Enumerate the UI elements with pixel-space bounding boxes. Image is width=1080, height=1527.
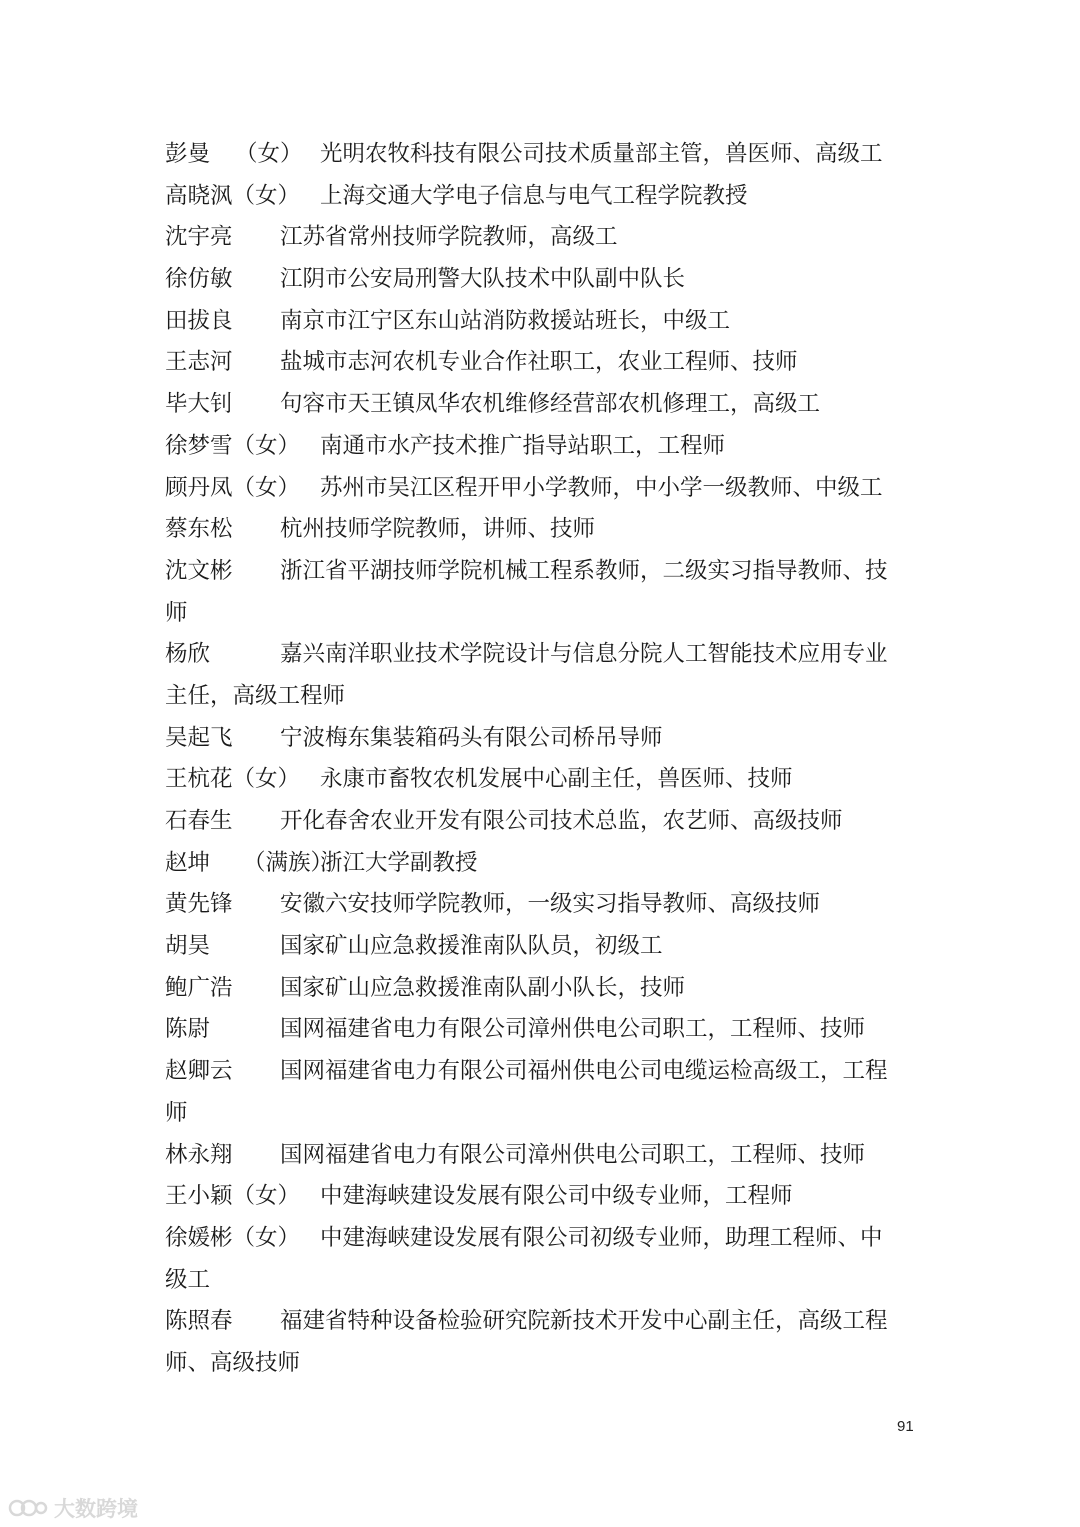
person-description: 中建海峡建设发展有限公司初级专业师，助理工程师、中 [320, 1224, 883, 1251]
person-description: 国网福建省电力有限公司福州供电公司电缆运检高级工，工程 [280, 1058, 888, 1085]
person-note: （女） [232, 766, 301, 793]
person-name-text: 徐媛彬 [165, 1224, 233, 1251]
entry-first-line [165, 551, 925, 593]
entry-first-line [165, 384, 925, 426]
person-name-text: 徐仿敏 [165, 266, 233, 293]
list-item [165, 509, 925, 551]
entry-first-line [165, 634, 925, 676]
list-item [165, 718, 925, 760]
person-name [165, 634, 280, 676]
person-name [165, 1051, 280, 1093]
person-note: （女） [232, 432, 301, 459]
person-name [165, 342, 280, 384]
person-name-text: 杨欣 [165, 641, 211, 668]
person-description: 国家矿山应急救援淮南队副小队长，技师 [280, 974, 686, 1001]
person-name-text: 徐梦雪 [165, 432, 233, 459]
watermark [8, 1493, 138, 1523]
person-name [165, 759, 320, 801]
person-note: （女） [232, 474, 301, 501]
entry-first-line [165, 217, 925, 259]
person-name [165, 301, 280, 343]
person-description: 上海交通大学电子信息与电气工程学院教授 [320, 182, 748, 209]
list-item [165, 759, 925, 801]
person-name-text: 沈文彬 [165, 557, 233, 584]
person-name [165, 968, 280, 1010]
person-name-text: 蔡东松 [165, 516, 233, 543]
person-name-text: 鲍广浩 [165, 974, 233, 1001]
entry-first-line [165, 468, 925, 510]
person-name-text: 赵坤 [165, 849, 211, 876]
person-note: （满族） [243, 849, 334, 876]
entry-first-line [165, 843, 925, 885]
person-note: （女） [232, 1183, 301, 1210]
entry-first-line [165, 968, 925, 1010]
list-item [165, 176, 925, 218]
list-item [165, 926, 925, 968]
person-description: 嘉兴南洋职业技术学院设计与信息分院人工智能技术应用专业 [280, 641, 888, 668]
list-item [165, 1135, 925, 1177]
person-name [165, 1009, 280, 1051]
list-item [165, 217, 925, 259]
person-description: 开化春舍农业开发有限公司技术总监，农艺师、高级技师 [280, 808, 843, 834]
person-note: （女） [232, 182, 301, 209]
person-name [165, 384, 280, 426]
person-note: （女） [232, 1224, 301, 1251]
list-item [165, 968, 925, 1010]
person-name [165, 801, 280, 843]
person-name [165, 884, 280, 926]
list-item [165, 301, 925, 343]
entry-first-line [165, 509, 925, 551]
member-list [165, 134, 925, 1385]
person-name-text: 顾丹凤 [165, 474, 233, 501]
list-item [165, 634, 925, 717]
entry-first-line [165, 1051, 925, 1093]
list-item [165, 259, 925, 301]
person-name [165, 509, 280, 551]
entry-first-line [165, 426, 925, 468]
list-item [165, 342, 925, 384]
person-description: 苏州市吴江区程开甲小学教师，中小学一级教师、中级工 [320, 474, 883, 501]
person-name [165, 134, 320, 176]
person-description: 江苏省常州技师学院教师，高级工 [280, 224, 618, 251]
person-name-text: 王杭花 [165, 766, 233, 793]
person-description: 盐城市志河农机专业合作社职工，农业工程师、技师 [280, 349, 798, 376]
person-name-text: 沈宇亮 [165, 224, 233, 251]
person-name [165, 843, 334, 885]
entry-first-line [165, 1176, 925, 1218]
watermark-logo-icon [8, 1495, 48, 1521]
person-description: 安徽六安技师学院教师，一级实习指导教师、高级技师 [280, 891, 821, 918]
person-description: 中建海峡建设发展有限公司中级专业师，工程师 [320, 1183, 793, 1210]
entry-first-line [165, 718, 925, 760]
entry-first-line [165, 759, 925, 801]
person-name-text: 毕大钊 [165, 391, 233, 418]
person-description: 江阴市公安局刑警大队技术中队副中队长 [280, 266, 686, 293]
list-item [165, 1009, 925, 1051]
person-name [165, 926, 280, 968]
person-name-text: 王志河 [165, 349, 233, 376]
person-name-text: 高晓沨 [165, 182, 233, 209]
person-name-text: 胡昊 [165, 933, 211, 960]
entry-first-line [165, 176, 925, 218]
person-description: 国网福建省电力有限公司漳州供电公司职工，工程师、技师 [280, 1016, 866, 1043]
list-item [165, 384, 925, 426]
list-item [165, 134, 925, 176]
person-description: 福建省特种设备检验研究院新技术开发中心副主任，高级工程 [280, 1308, 888, 1335]
list-item [165, 1218, 925, 1301]
person-name [165, 551, 280, 593]
person-description: 浙江大学副教授 [320, 849, 478, 876]
person-name [165, 1135, 280, 1177]
person-description-continued: 师 [165, 1099, 188, 1126]
entry-first-line [165, 926, 925, 968]
person-description: 杭州技师学院教师，讲师、技师 [280, 516, 596, 543]
person-name [165, 1218, 320, 1260]
person-description-continued: 级工 [165, 1266, 211, 1293]
person-description: 句容市天王镇凤华农机维修经营部农机修理工，高级工 [280, 391, 821, 418]
person-name [165, 259, 280, 301]
person-name-text: 赵卿云 [165, 1058, 233, 1085]
entry-first-line [165, 884, 925, 926]
entry-first-line [165, 1218, 925, 1260]
list-item [165, 801, 925, 843]
entry-first-line [165, 1301, 925, 1343]
person-name-text: 陈尉 [165, 1016, 211, 1043]
page-number: 91 [897, 1418, 914, 1435]
person-description: 国网福建省电力有限公司漳州供电公司职工，工程师、技师 [280, 1141, 866, 1168]
person-name-text: 林永翔 [165, 1141, 233, 1168]
person-name-text: 彭曼 [165, 141, 211, 167]
list-item [165, 1051, 925, 1134]
person-description: 南京市江宁区东山站消防救援站班长，中级工 [280, 307, 731, 334]
entry-first-line [165, 1135, 925, 1177]
person-name [165, 176, 320, 218]
person-name-text: 陈照春 [165, 1308, 233, 1335]
list-item [165, 884, 925, 926]
entry-first-line [165, 134, 925, 176]
person-name [165, 1301, 280, 1343]
person-description-continued: 师 [165, 599, 188, 626]
entry-first-line [165, 1009, 925, 1051]
person-name-text: 黄先锋 [165, 891, 233, 918]
list-item [165, 551, 925, 634]
person-name [165, 718, 280, 760]
list-item [165, 1176, 925, 1218]
person-name-text: 王小颖 [165, 1183, 233, 1210]
person-note: （女） [235, 141, 303, 167]
person-description: 宁波梅东集装箱码头有限公司桥吊导师 [280, 724, 663, 751]
person-description-continued: 主任，高级工程师 [165, 682, 346, 709]
person-description: 光明农牧科技有限公司技术质量部主管，兽医师、高级工 [320, 141, 883, 167]
list-item [165, 1301, 925, 1384]
person-name-text: 吴起飞 [165, 724, 233, 751]
person-name [165, 468, 320, 510]
list-item [165, 843, 925, 885]
person-description: 浙江省平湖技师学院机械工程系教师，二级实习指导教师、技 [280, 557, 888, 584]
person-description: 国家矿山应急救援淮南队队员，初级工 [280, 933, 663, 960]
entry-first-line [165, 342, 925, 384]
person-name [165, 426, 320, 468]
person-name [165, 217, 280, 259]
person-name-text: 石春生 [165, 808, 233, 834]
person-description: 永康市畜牧农机发展中心副主任，兽医师、技师 [320, 766, 793, 793]
entry-first-line [165, 301, 925, 343]
person-description-continued: 师、高级技师 [165, 1349, 301, 1376]
person-name [165, 1176, 320, 1218]
entry-first-line [165, 259, 925, 301]
list-item [165, 426, 925, 468]
list-item [165, 468, 925, 510]
person-name-text: 田拔良 [165, 307, 233, 334]
entry-first-line [165, 801, 925, 843]
watermark-text: 大数跨境 [54, 1497, 138, 1521]
person-description: 南通市水产技术推广指导站职工，工程师 [320, 432, 726, 459]
